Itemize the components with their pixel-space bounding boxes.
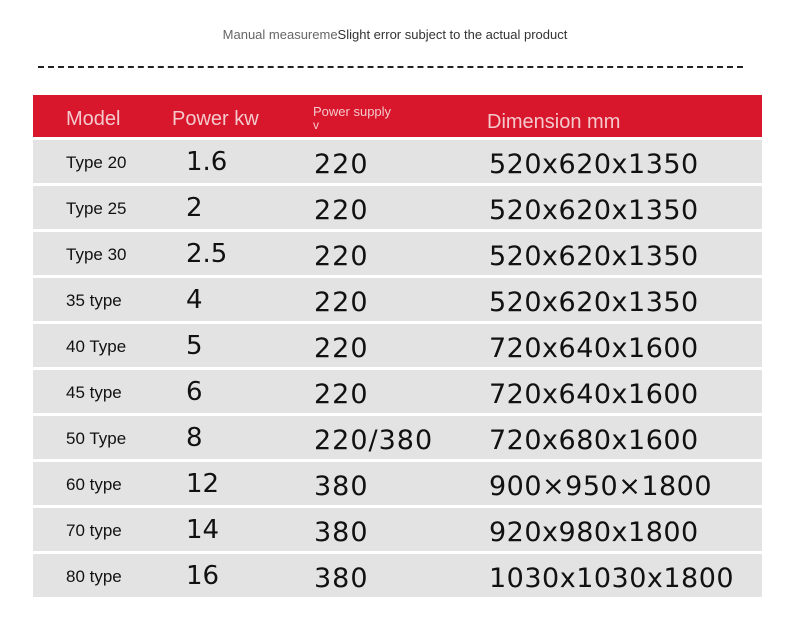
cell-dimension: 920x980x1800 <box>489 517 699 548</box>
cell-power: 16 <box>186 561 220 591</box>
table-row <box>33 508 762 551</box>
cell-power: 2 <box>186 193 203 223</box>
table-row <box>33 186 762 229</box>
cell-model: 50 Type <box>66 429 127 448</box>
cell-power: 1.6 <box>186 147 228 177</box>
cell-supply: 380 <box>314 563 369 594</box>
cell-power: 14 <box>186 515 220 545</box>
cell-power: 5 <box>186 331 203 361</box>
cell-power: 12 <box>186 469 220 499</box>
table-row <box>33 232 762 275</box>
cell-power: 8 <box>186 423 203 453</box>
table-row <box>33 416 762 459</box>
header-supply-unit: v <box>313 118 319 132</box>
cell-model: 80 type <box>66 567 122 586</box>
note-prefix: Manual measureme <box>222 27 338 42</box>
cell-dimension: 720x680x1600 <box>489 425 699 456</box>
cell-dimension: 520x620x1350 <box>489 241 699 272</box>
table-row <box>33 278 762 321</box>
cell-dimension: 1030x1030x1800 <box>489 563 735 594</box>
header-power: Power kw <box>172 108 259 130</box>
cell-model: 35 type <box>66 291 122 310</box>
cell-supply: 220 <box>314 195 369 226</box>
cell-dimension: 520x620x1350 <box>489 195 699 226</box>
spec-table <box>33 95 762 597</box>
table-row <box>33 462 762 505</box>
cell-dimension: 720x640x1600 <box>489 379 699 410</box>
cell-dimension: 520x620x1350 <box>489 287 699 318</box>
cell-power: 4 <box>186 285 203 315</box>
cell-dimension: 720x640x1600 <box>489 333 699 364</box>
table-row <box>33 324 762 367</box>
cell-model: 45 type <box>66 383 122 402</box>
cell-model: Type 25 <box>66 199 127 218</box>
cell-power: 6 <box>186 377 203 407</box>
header-supply: Power supply <box>313 104 392 119</box>
cell-model: 40 Type <box>66 337 127 356</box>
cell-model: 70 type <box>66 521 122 540</box>
cell-supply: 220/380 <box>314 425 434 456</box>
header-model: Model <box>66 108 121 130</box>
cell-supply: 380 <box>314 517 369 548</box>
cell-dimension: 520x620x1350 <box>489 149 699 180</box>
cell-supply: 220 <box>314 149 369 180</box>
dashed-divider <box>38 66 743 68</box>
cell-model: 60 type <box>66 475 122 494</box>
table-header <box>33 95 762 137</box>
note-text: Slight error subject to the actual product <box>337 27 568 42</box>
cell-dimension: 900×950×1800 <box>489 471 713 502</box>
table-row <box>33 554 762 597</box>
cell-model: Type 30 <box>66 245 127 264</box>
cell-supply: 220 <box>314 241 369 272</box>
table-row <box>33 140 762 183</box>
table-row <box>33 370 762 413</box>
disclaimer-note <box>0 27 790 42</box>
cell-model: Type 20 <box>66 153 127 172</box>
cell-supply: 380 <box>314 471 369 502</box>
cell-supply: 220 <box>314 333 369 364</box>
cell-supply: 220 <box>314 287 369 318</box>
cell-supply: 220 <box>314 379 369 410</box>
header-dimension: Dimension mm <box>487 111 621 133</box>
cell-power: 2.5 <box>186 239 228 269</box>
